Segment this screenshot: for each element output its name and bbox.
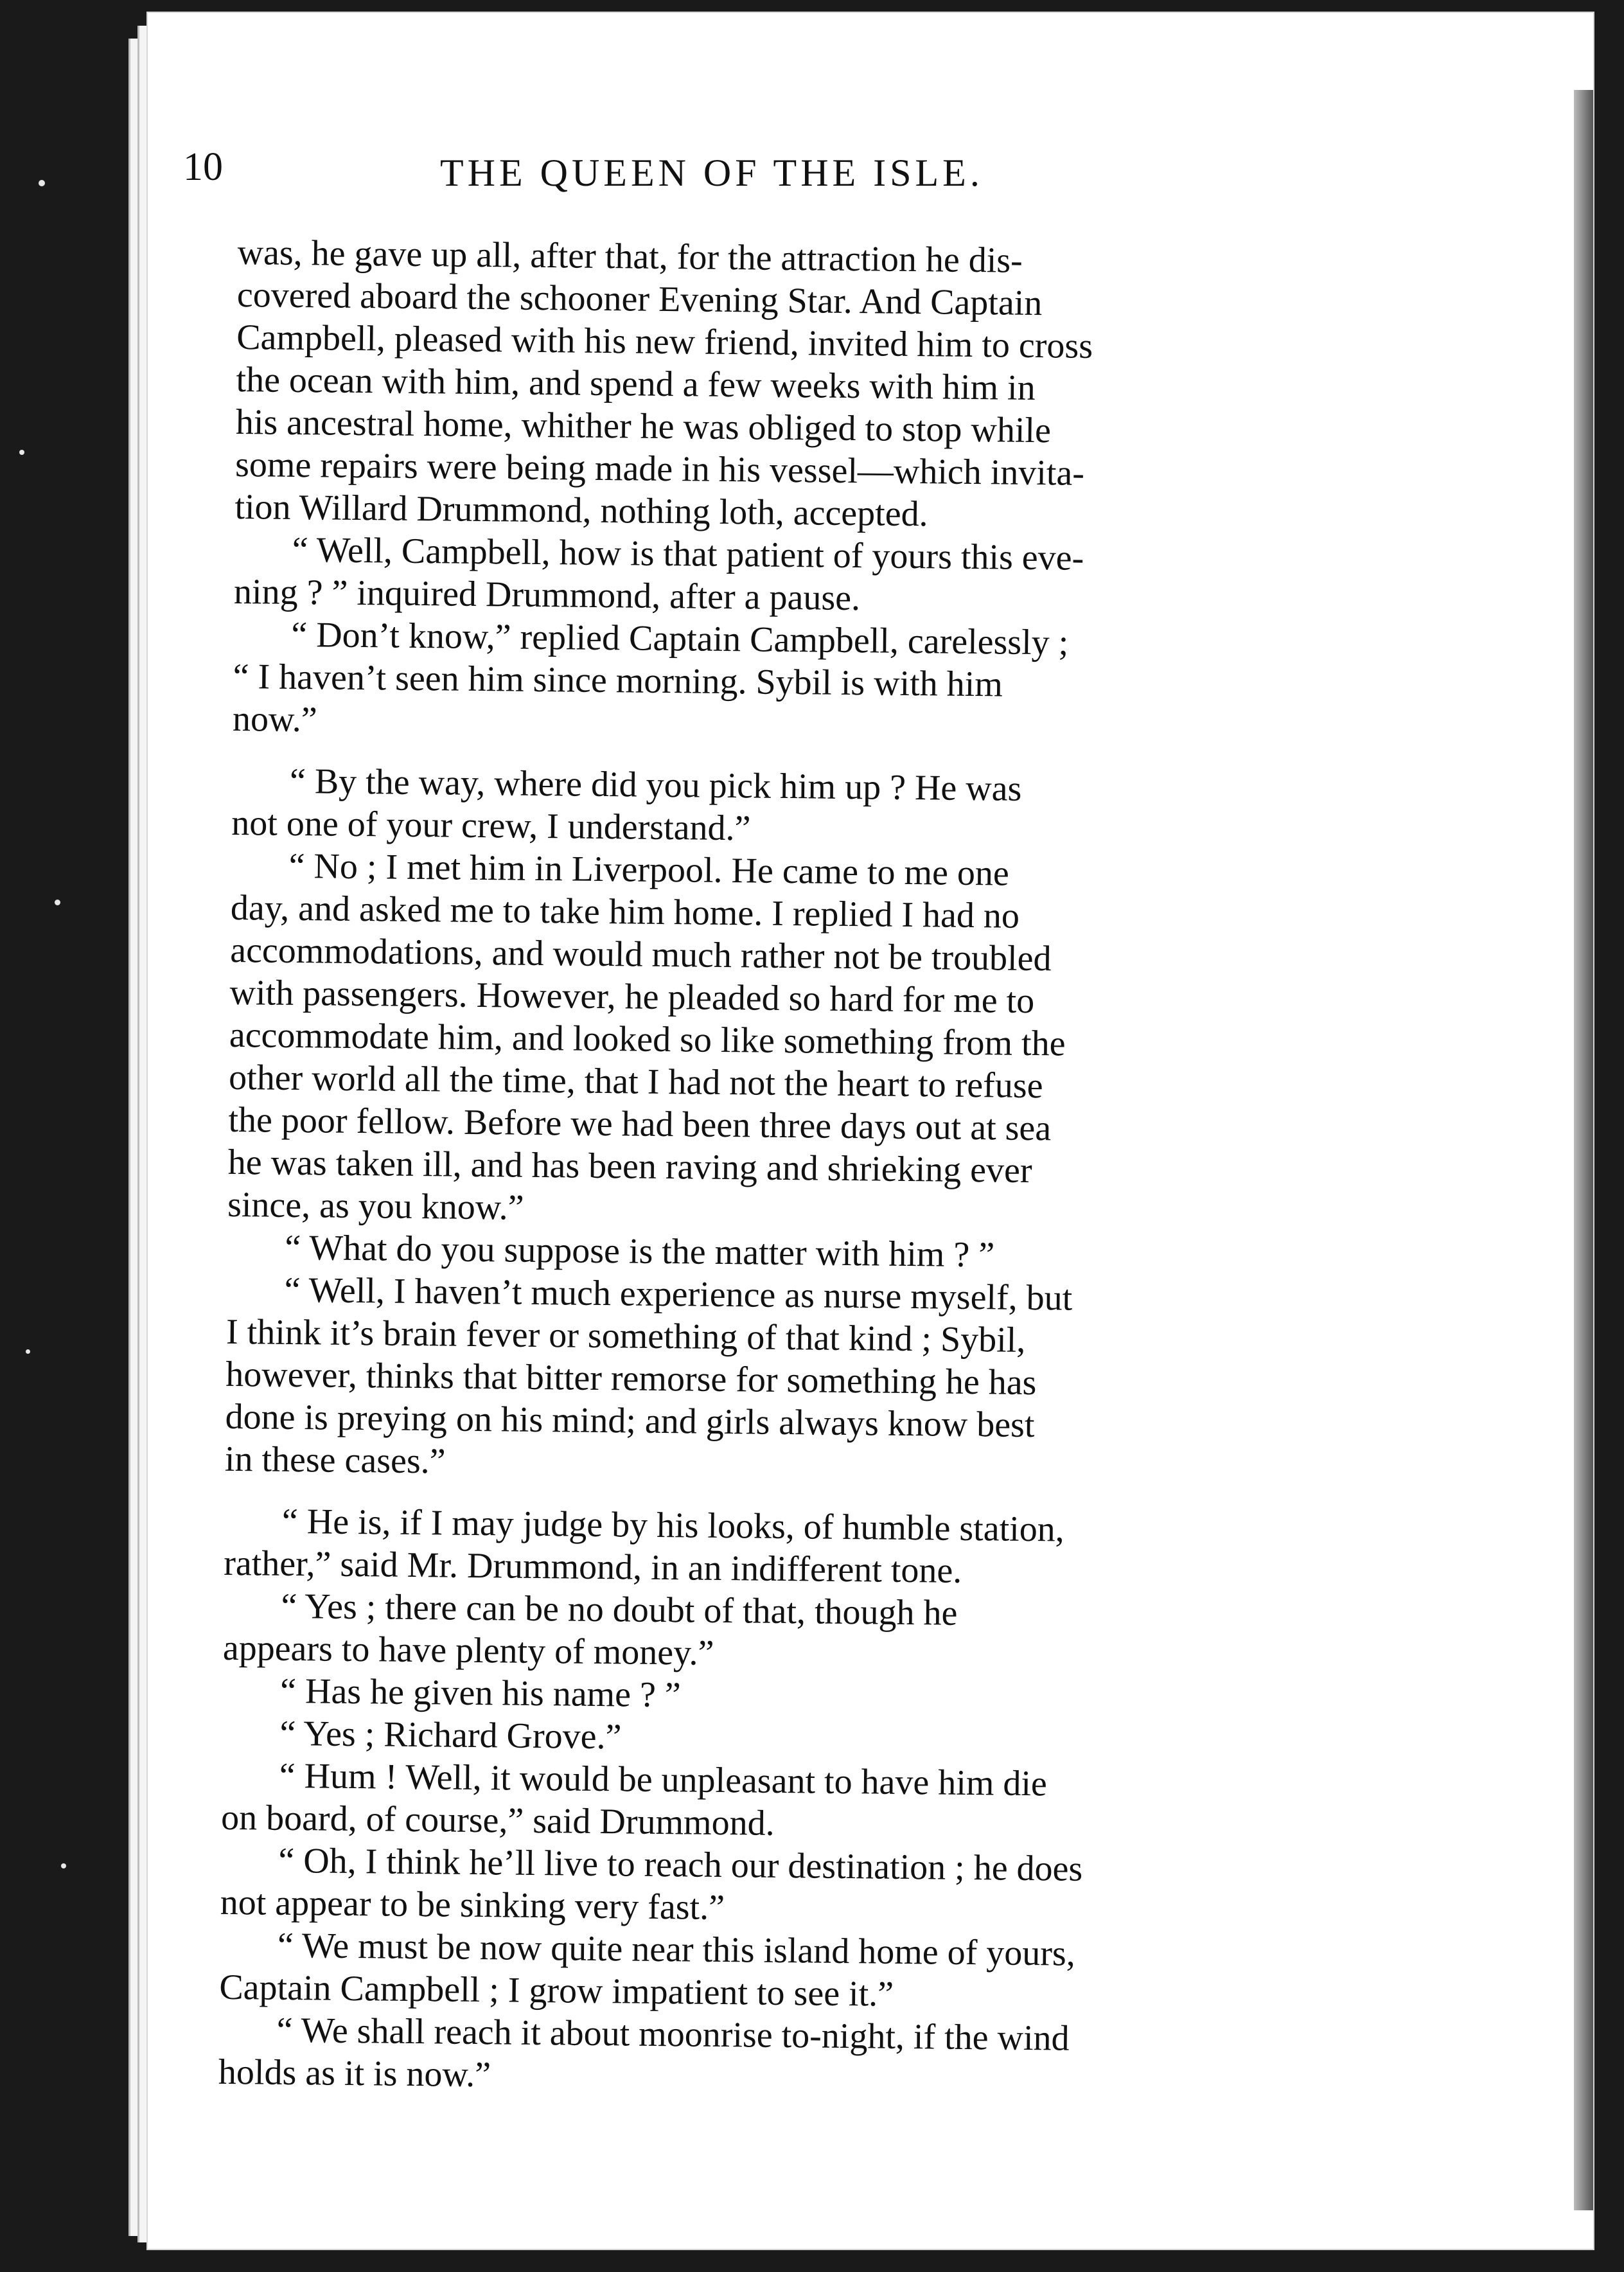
- text-line: the poor fellow. Before we had been three days out at sea: [228, 1099, 1052, 1149]
- text-line: I think it’s brain fever or something of that kind ; Sybil,: [225, 1311, 1026, 1360]
- paragraph: [221, 1754, 1372, 1851]
- text-line: on board, of course,” said Drummond.: [220, 1797, 775, 1843]
- text-line: “ Yes ; there can be no doubt of that, though he: [281, 1586, 958, 1633]
- text-line: not appear to be sinking very fast.”: [220, 1882, 725, 1928]
- text-line: now.”: [232, 698, 318, 740]
- text-line: covered aboard the schooner Evening Star. And Captain: [236, 274, 1043, 324]
- text-line: “ What do you suppose is the matter with him ? ”: [285, 1227, 995, 1275]
- text-line: done is preying on his mind; and girls always know best: [225, 1396, 1035, 1446]
- text-line: “ He is, if I may judge by his looks, of humble station,: [281, 1501, 1065, 1550]
- text-line: “ We shall reach it about moonrise to-night, if the wind: [276, 2010, 1070, 2059]
- text-line: “ By the way, where did you pick him up ? He was: [289, 761, 1022, 809]
- paragraph: [234, 528, 1384, 625]
- text-line: since, as you know.”: [227, 1184, 524, 1228]
- text-line: Captain Campbell ; I grow impatient to see it.”: [219, 1967, 894, 2014]
- text-line: “ Hum ! Well, it would be unpleasant to have him die: [279, 1755, 1048, 1804]
- page-number: 10: [183, 145, 223, 189]
- text-line: “ We must be now quite near this island home of yours,: [277, 1925, 1076, 1974]
- text-line: Campbell, pleased with his new friend, invited him to cross: [236, 317, 1093, 366]
- scan-speck: [61, 1863, 66, 1868]
- text-line: other world all the time, that I had not the heart to refuse: [228, 1057, 1043, 1106]
- text-line: however, thinks that bitter remorse for something he has: [225, 1354, 1037, 1403]
- scan-speck: [55, 900, 60, 905]
- text-line: he was taken ill, and has been raving and shrieking ever: [227, 1142, 1032, 1191]
- paragraph: [223, 1584, 1373, 1682]
- paragraph: [219, 1924, 1370, 2021]
- paragraph: [220, 1839, 1370, 1936]
- text-line: rather,” said Mr. Drummond, in an indifferent tone.: [223, 1543, 962, 1591]
- text-line: not one of your crew, I understand.”: [231, 803, 751, 849]
- paragraph: [225, 1268, 1377, 1493]
- text-line: day, and asked me to take him home. I replied I had no: [230, 887, 1020, 936]
- text-line: “ No ; I met him in Liverpool. He came to me one: [288, 846, 1010, 894]
- text-line: the ocean with him, and spend a few weeks with him in: [236, 359, 1036, 409]
- text-line: “ Has he given his name ? ”: [279, 1671, 682, 1716]
- scan-speck: [26, 1349, 30, 1354]
- body-text: [218, 231, 1388, 2106]
- paragraph: [231, 759, 1382, 856]
- text-line: appears to have plenty of money.”: [222, 1628, 714, 1673]
- text-line: with passengers. However, he pleaded so hard for me to: [229, 972, 1035, 1022]
- text-line: “ Yes ; Richard Grove.”: [279, 1713, 622, 1757]
- text-line: “ Well, I haven’t much experience as nurse myself, but: [284, 1270, 1073, 1318]
- text-line: in these cases.”: [224, 1439, 446, 1482]
- page-gutter-shadow: [1574, 90, 1593, 2210]
- text-line: “ Don’t know,” replied Captain Campbell, carelessly ;: [291, 614, 1069, 663]
- paragraph: [227, 844, 1381, 1238]
- paragraph: [224, 1500, 1374, 1597]
- text-line: tion Willard Drummond, nothing loth, accepted.: [234, 486, 928, 535]
- text-line: “ I haven’t seen him since morning. Sybil is with him: [233, 656, 1003, 705]
- page-header: [183, 138, 1185, 215]
- text-line: accommodate him, and looked so like something from the: [229, 1015, 1066, 1064]
- scan-speck: [19, 450, 24, 455]
- text-line: some repairs were being made in his vessel—which invita-: [234, 444, 1085, 493]
- scan-speck: [39, 180, 45, 186]
- text-line: “ Well, Campbell, how is that patient of yours this eve-: [292, 529, 1084, 578]
- text-line: “ Oh, I think he’ll live to reach our destination ; he does: [278, 1840, 1083, 1889]
- text-line: holds as it is now.”: [218, 2052, 491, 2095]
- text-line: was, he gave up all, after that, for the attraction he dis-: [237, 232, 1023, 281]
- paragraph: [218, 2009, 1369, 2106]
- running-title: THE QUEEN OF THE ISLE.: [440, 152, 984, 194]
- paragraph: [234, 231, 1388, 540]
- paragraph: [233, 613, 1384, 752]
- text-line: ning ? ” inquired Drummond, after a pause.: [233, 571, 861, 619]
- text-line: accommodations, and would much rather not be troubled: [229, 930, 1052, 979]
- text-line: his ancestral home, whither he was obliged to stop while: [235, 402, 1052, 451]
